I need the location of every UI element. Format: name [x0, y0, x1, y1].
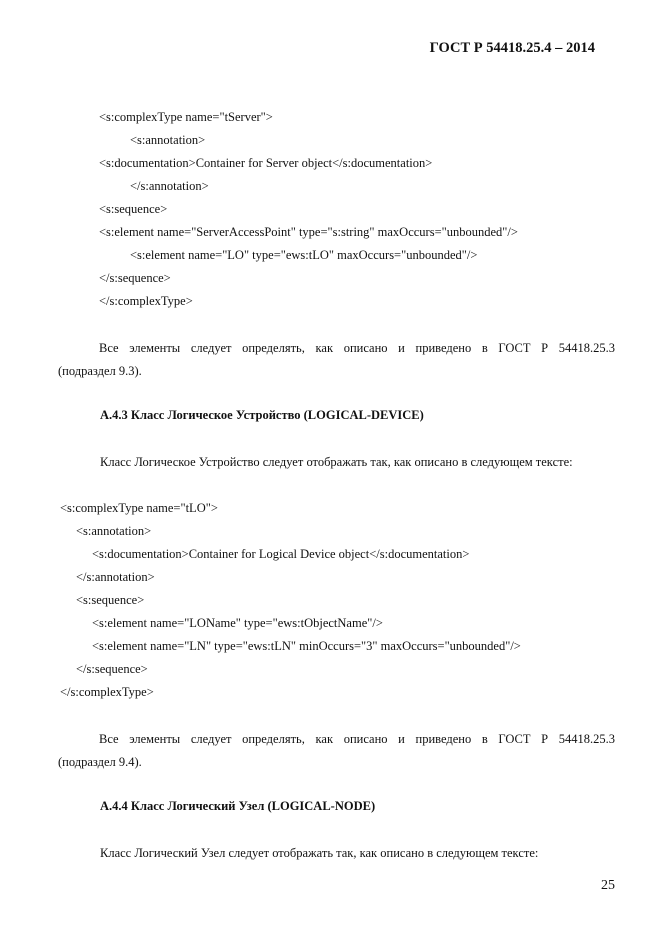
- document-header: ГОСТ Р 54418.25.4 – 2014: [429, 40, 595, 56]
- paragraph-line: (подраздел 9.4).: [58, 755, 142, 769]
- section-heading-a44: А.4.4 Класс Логический Узел (LOGICAL-NODE): [100, 799, 376, 813]
- code-line: </s:complexType>: [99, 294, 193, 308]
- code-line: <s:sequence>: [76, 593, 145, 607]
- paragraph-definition-9-3: [58, 337, 615, 383]
- code-line: <s:annotation>: [130, 133, 206, 147]
- code-line: </s:annotation>: [76, 570, 155, 584]
- code-line: <s:element name="LOName" type="ews:tObjectName"/>: [92, 616, 383, 630]
- section-heading-a43: А.4.3 Класс Логическое Устройство (LOGICAL-DEVICE): [100, 408, 424, 422]
- page-number: 25: [601, 878, 615, 893]
- paragraph-definition-9-4: [58, 728, 615, 774]
- code-line: <s:sequence>: [99, 202, 168, 216]
- section-intro-a43: Класс Логическое Устройство следует отображать так, как описано в следующем тексте:: [100, 455, 573, 469]
- code-line: <s:element name="LN" type="ews:tLN" minOccurs="3" maxOccurs="unbounded"/>: [92, 639, 521, 653]
- paragraph-line: Все элементы следует определять, как описано и приведено в ГОСТ Р 54418.25.3: [99, 341, 615, 355]
- code-line: </s:complexType>: [60, 685, 154, 699]
- code-line: <s:complexType name="tServer">: [99, 110, 273, 124]
- code-line: <s:complexType name="tLO">: [60, 501, 218, 515]
- code-line: </s:sequence>: [76, 662, 148, 676]
- paragraph-line: (подраздел 9.3).: [58, 364, 142, 378]
- paragraph-line: Все элементы следует определять, как описано и приведено в ГОСТ Р 54418.25.3: [99, 732, 615, 746]
- code-line: <s:element name="LO" type="ews:tLO" maxOccurs="unbounded"/>: [130, 248, 478, 262]
- code-line: </s:sequence>: [99, 271, 171, 285]
- code-line: </s:annotation>: [130, 179, 209, 193]
- code-line: <s:documentation>Container for Logical Device object</s:documentation>: [92, 547, 470, 561]
- section-intro-a44: Класс Логический Узел следует отображать так, как описано в следующем тексте:: [100, 846, 539, 860]
- code-line: <s:element name="ServerAccessPoint" type="s:string" maxOccurs="unbounded"/>: [99, 225, 518, 239]
- code-line: <s:documentation>Container for Server object</s:documentation>: [99, 156, 433, 170]
- code-line: <s:annotation>: [76, 524, 152, 538]
